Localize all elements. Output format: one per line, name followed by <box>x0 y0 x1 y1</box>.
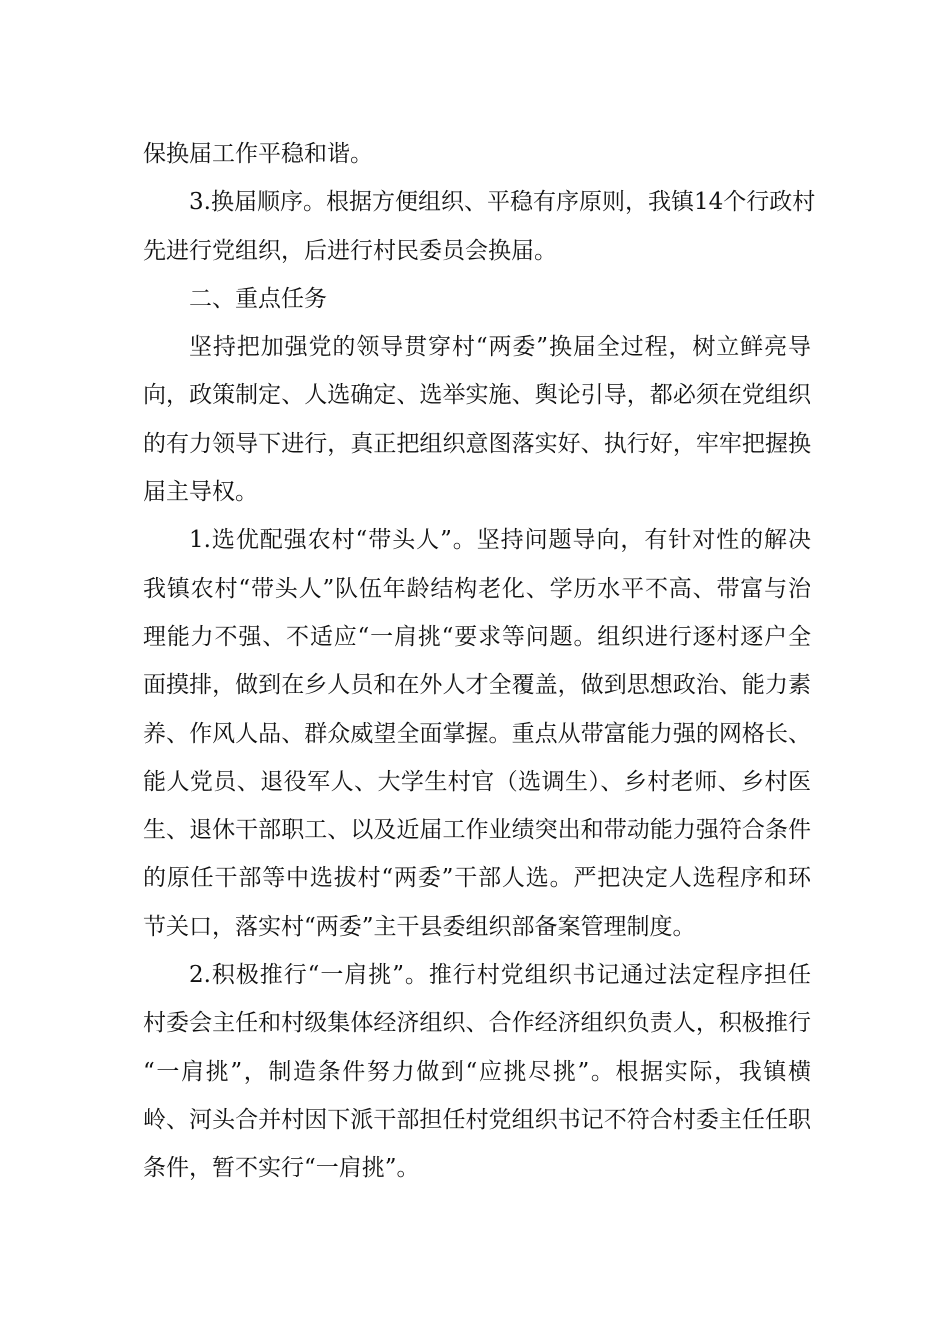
text-line: 1.选优配强农村“带头人”。坚持问题导向，有针对性的解决 <box>189 527 811 554</box>
text-line: 面摸排，做到在乡人员和在外人才全覆盖，做到思想政治、能力素 <box>143 672 811 699</box>
paragraph-one-shoulder <box>143 951 811 1192</box>
paragraph-election-order <box>143 178 816 275</box>
text-line: 能人党员、退役军人、大学生村官（选调生）、乡村老师、乡村医 <box>143 768 811 795</box>
document-body <box>143 130 816 1193</box>
text-line: 2.积极推行“一肩挑”。推行村党组织书记通过法定程序担任 <box>189 962 811 989</box>
text-line: 养、作风人品、群众威望全面掌握。重点从带富能力强的网格长、 <box>143 720 811 747</box>
text-line: 届主导权。 <box>143 479 258 506</box>
text-line: 保换届工作平稳和谐。 <box>143 141 373 167</box>
text-line: 3.换届顺序。根据方便组织、平稳有序原则，我镇14个行政村 <box>189 189 816 216</box>
text-line: 节关口，落实村“两委”主干县委组织部备案管理制度。 <box>143 913 696 940</box>
text-line: 村委会主任和村级集体经济组织、合作经济组织负责人，积极推行 <box>143 1010 811 1037</box>
text-line: 理能力不强、不适应“一肩挑“要求等问题。组织进行逐村逐户全 <box>143 623 811 650</box>
text-line: 岭、河头合并村因下派干部担任村党组织书记不符合村委主任任职 <box>143 1106 811 1133</box>
text-line: 坚持把加强党的领导贯穿村“两委”换届全过程，树立鲜亮导 <box>189 334 811 361</box>
text-line: 的有力领导下进行，真正把组织意图落实好、执行好，牢牢把握换 <box>143 430 811 457</box>
text-line: “一肩挑”，制造条件努力做到“应挑尽挑”。根据实际，我镇横 <box>143 1058 811 1085</box>
text-line: 先进行党组织，后进行村民委员会换届。 <box>143 237 557 264</box>
heading-line: 二、重点任务 <box>189 285 327 312</box>
paragraph-select-leaders <box>143 516 811 951</box>
paragraph-continuation <box>143 130 811 178</box>
text-line: 生、退休干部职工、以及近届工作业绩突出和带动能力强符合条件 <box>143 817 811 844</box>
paragraph-party-leadership <box>143 323 811 516</box>
text-line: 的原任干部等中选拔村“两委”干部人选。严把决定人选程序和环 <box>143 865 811 892</box>
text-line: 我镇农村“带头人”队伍年龄结构老化、学历水平不高、带富与治 <box>143 575 811 602</box>
text-line: 向，政策制定、人选确定、选举实施、舆论引导，都必须在党组织 <box>143 382 811 409</box>
text-line: 条件，暂不实行“一肩挑”。 <box>143 1155 420 1182</box>
section-heading <box>143 275 811 323</box>
